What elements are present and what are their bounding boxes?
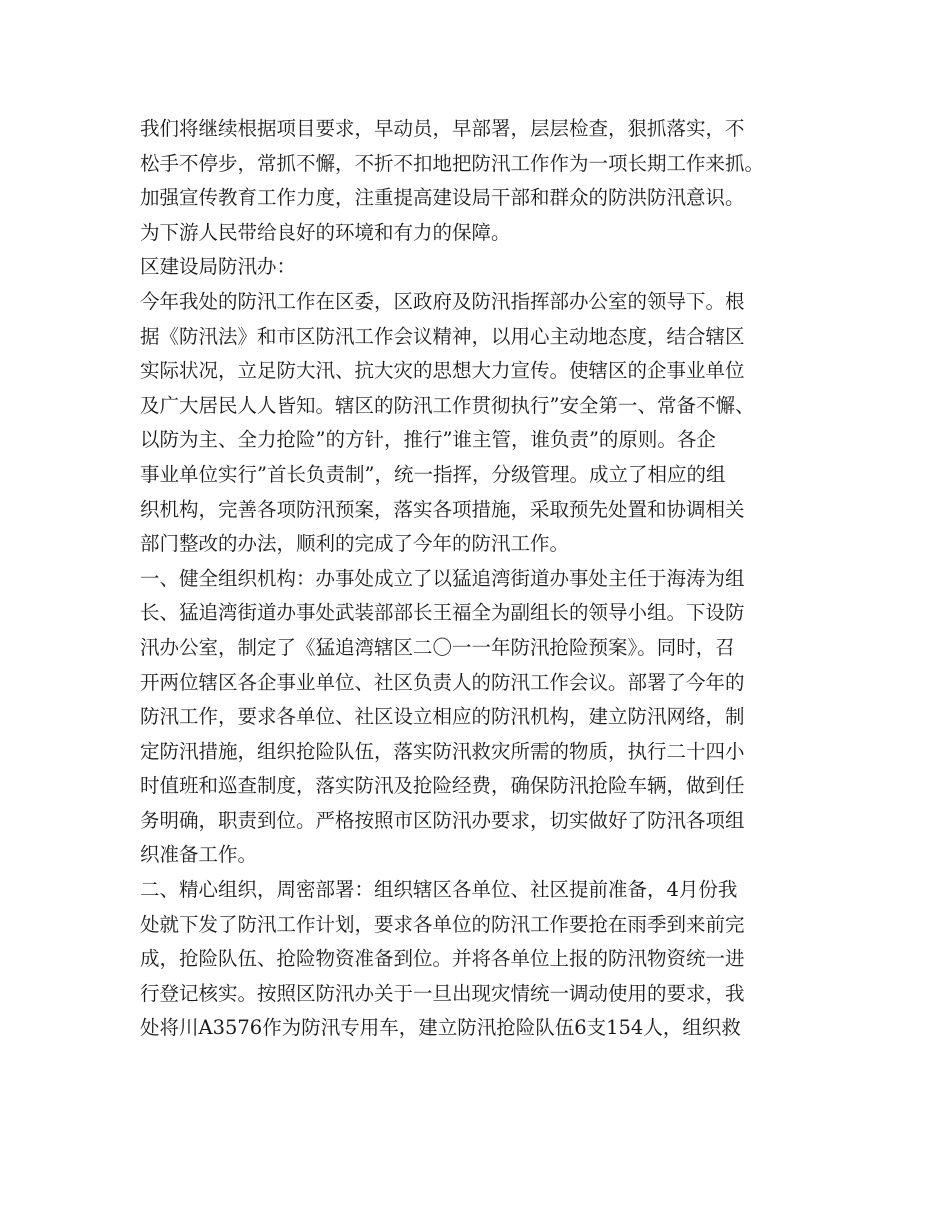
- text-line: 部门整改的办法，顺利的完成了今年的防汛工作。: [140, 532, 570, 556]
- body-text: [140, 112, 840, 1046]
- text-line: 织准备工作。: [140, 843, 258, 867]
- text-line: 织机构，完善各项防汛预案，落实各项措施，采取预先处置和协调相关: [140, 497, 745, 521]
- text-line: 据《防汛法》和市区防汛工作会议精神，以用心主动地态度，结合辖区: [140, 324, 745, 348]
- text-line: 防汛工作，要求各单位、社区设立相应的防汛机构，建立防汛网络，制: [140, 705, 745, 729]
- text-line: 长、猛追湾街道办事处武装部部长王福全为副组长的领导小组。下设防: [140, 601, 745, 625]
- text-line: 行登记核实。按照区防汛办关于一旦出现灾情统一调动使用的要求，我: [140, 981, 745, 1005]
- text-line: 汛办公室，制定了《猛追湾辖区二〇一一年防汛抢险预案》。同时，召: [140, 635, 735, 659]
- text-line: 开两位辖区各企事业单位、社区负责人的防汛工作会议。部署了今年的: [140, 670, 745, 694]
- text-line: 成，抢险队伍、抢险物资准备到位。并将各单位上报的防汛物资统一进: [140, 947, 745, 971]
- text-line: 及广大居民人人皆知。辖区的防汛工作贯彻执行”安全第一、常备不懈、: [140, 393, 755, 417]
- text-line: 时值班和巡查制度，落实防汛及抢险经费，确保防汛抢险车辆，做到任: [140, 774, 745, 798]
- text-line: 事业单位实行”首长负责制”，统一指挥，分级管理。成立了相应的组: [140, 462, 726, 486]
- text-line: 今年我处的防汛工作在区委，区政府及防汛指挥部办公室的领导下。根: [140, 289, 745, 313]
- text-line: 为下游人民带给良好的环境和有力的保障。: [140, 220, 511, 244]
- section-heading: 区建设局防汛办：: [140, 255, 297, 279]
- text-line: 我们将继续根据项目要求，早动员，早部署，层层检查，狠抓落实，不: [140, 117, 745, 140]
- text-line: 二、精心组织，周密部署：组织辖区各单位、社区提前准备，4月份我: [140, 878, 738, 902]
- text-line: 一、健全组织机构：办事处成立了以猛追湾街道办事处主任于海涛为组: [140, 566, 745, 590]
- text-line: 务明确，职责到位。严格按照市区防汛办要求，切实做好了防汛各项组: [140, 808, 745, 832]
- text-line: 处将川A3576作为防汛专用车，建立防汛抢险队伍6支154人，组织救: [140, 1016, 741, 1040]
- text-line: 以防为主、全力抢险”的方针，推行”谁主管，谁负责”的原则。各企: [140, 428, 716, 452]
- text-line: 定防汛措施，组织抢险队伍，落实防汛救灾所需的物质，执行二十四小: [140, 739, 745, 763]
- text-line: 实际状况，立足防大汛、抗大灾的思想大力宣传。使辖区的企事业单位: [140, 359, 745, 383]
- text-line: 加强宣传教育工作力度，注重提高建设局干部和群众的防洪防汛意识。: [140, 186, 745, 210]
- text-line: 处就下发了防汛工作计划，要求各单位的防汛工作要抢在雨季到来前完: [140, 912, 745, 936]
- text-line: 松手不停步，常抓不懈，不折不扣地把防汛工作作为一项长期工作来抓。: [140, 151, 765, 175]
